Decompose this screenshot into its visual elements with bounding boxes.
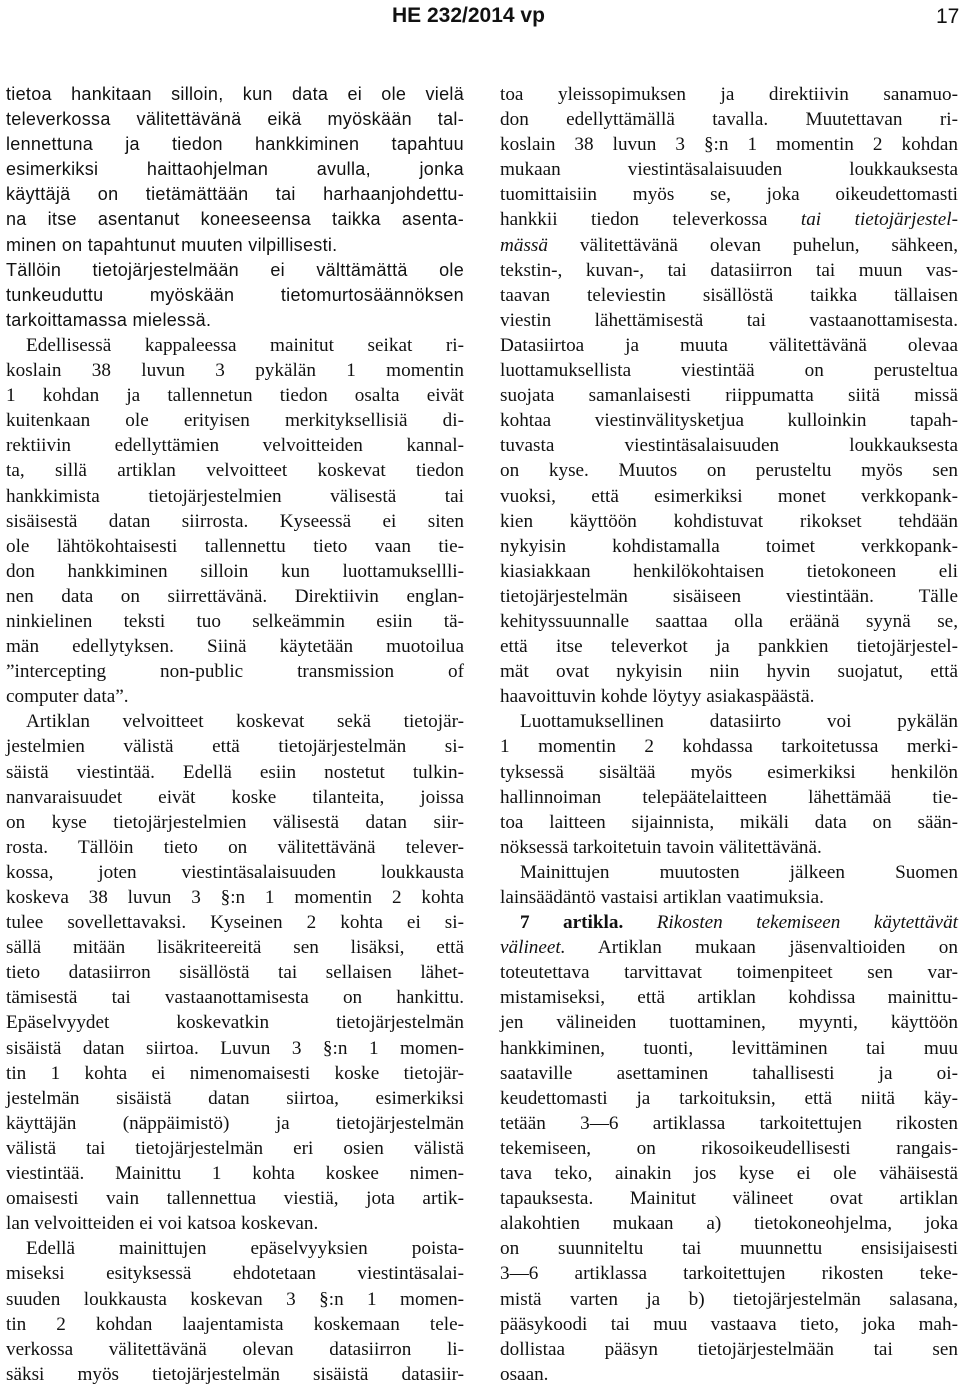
text-line: toa laitteen sijainnista, mikäli data on sään-: [500, 811, 958, 833]
text-line: tuomittaisiin myös se, joka oikeudettomasti: [500, 184, 958, 206]
text-line: jestelmien välistä että tietojärjestelmän si-: [6, 736, 464, 758]
text-line: viestin lähettämisestä tai vastaanottamisesta.: [500, 309, 958, 331]
text-line: että itse televerkot ja pankkien tietojärjestel-: [500, 636, 958, 658]
text-line: ”intercepting non-public transmission of: [6, 661, 464, 683]
document-id: HE 232/2014 vp: [392, 4, 545, 27]
text-line: osaan.: [500, 1363, 549, 1385]
text-line: tämisestä tai vastaanottamisesta on hankittu.: [6, 987, 464, 1009]
text-line: luottamuksellista viestintää on perusteltua: [500, 360, 958, 382]
page-number: 17: [936, 5, 960, 28]
text-line: nen data on siirrettävänä. Direktiivin englan-: [6, 585, 464, 607]
text-line: 1 momentin 2 kohdassa tarkoitetussa merki-: [500, 736, 958, 758]
text-line: Epäselvyydet koskevatkin tietojärjestelmän: [6, 1012, 464, 1034]
text-line: kossa, joten viestintäsalaisuuden loukkausta: [6, 861, 464, 883]
text-line: taavan televiestin sisällöstä taikka tällaisen: [500, 284, 958, 306]
text-line: kehityssuunnalle saattaa olla eräänä syynä se,: [500, 610, 958, 632]
text-line: män edellytyksen. Siinä käytetään muotoilua: [6, 636, 464, 658]
text-line: minen on tapahtunut muuten vilpillisesti.: [6, 234, 338, 255]
text-line: tin 2 kohdan laajentamista koskemaan tele-: [6, 1313, 464, 1335]
text-line: koskeva 38 luvun 3 §:n 1 momentin 2 kohta: [6, 887, 464, 908]
text-line: nykyisin kohdistamalla toimet verkkopank-: [500, 535, 958, 557]
text-line: [500, 910, 958, 935]
section-heading-title-cont: välineet.: [500, 937, 566, 959]
text-line: hankkii tiedon televerkossa tai tietojärjestel-: [500, 209, 958, 231]
text-line: jestelmän sisäistä datan siirtoa, esimerkiksi: [6, 1087, 464, 1109]
text-line: dollistaa pääsyn tietojärjestelmään tai sen: [500, 1338, 958, 1360]
text-line: don edellyttämällä tavalla. Muutettavan ri-: [500, 109, 958, 131]
text-line: tekemiseen, on rikosoikeudellisesti rangais-: [500, 1137, 958, 1159]
right-text-column: [500, 82, 958, 1387]
text-line: on kyse. Muutos on perusteltu myös sen: [500, 460, 958, 482]
text-line: tapauksesta. Mainitut välineet ovat artiklan: [500, 1188, 958, 1210]
text-line: keudettomasti ja tarkoituksin, että niitä käy-: [500, 1087, 958, 1109]
left-text-column: [6, 82, 464, 1387]
text-line: koslain 38 luvun 3 pykälän 1 momentin: [6, 360, 464, 382]
text-line: don hankkiminen silloin kun luottamuksellli-: [6, 560, 464, 582]
text-line: sisäistä datan siirtoa. Luvun 3 §:n 1 momen-: [6, 1037, 464, 1059]
text-line: mässä välitettävänä olevan puhelun, sähkeen,: [500, 234, 958, 256]
text-line: haavoittuvin kohde löytyy asiakaspäästä.: [500, 686, 815, 708]
text-line: ninkielinen teksti tuo selkeämmin esiin tä-: [6, 610, 464, 632]
text-line: miseksi esityksessä ehdotetaan viestintäsalai-: [6, 1263, 464, 1285]
text-line: tekstin-, kuvan-, tai datasiirron tai muun vas-: [500, 259, 958, 281]
text-line: hankkiminen, tuonti, levittäminen tai muu: [500, 1037, 958, 1059]
text-line: hankkimista tietojärjestelmien välisestä tai: [6, 485, 464, 507]
text-line: Artiklan velvoitteet koskevat sekä tietojär-: [26, 711, 464, 733]
text-line: tin 1 kohta ei nimenomaisesti koske tietojär-: [6, 1062, 464, 1084]
section-heading: 7 artikla.: [520, 912, 624, 934]
text-line: Edellä mainittujen epäselvyyksien poista-: [26, 1238, 464, 1260]
text-line: saataville asettaminen tahallisesti ja oi-: [500, 1062, 958, 1084]
text-line: toa yleissopimuksen ja direktiivin sanamuo-: [500, 84, 958, 105]
page-header: [0, 0, 960, 34]
text-line: nanvaraisuudet eivät koske tilanteita, joissa: [6, 786, 464, 808]
text-line: käyttäjän (näppäimistö) ja tietojärjestelmän: [6, 1112, 464, 1134]
text-line: Tällöin tietojärjestelmään ei välttämättä ole: [6, 259, 464, 280]
text-line: kien käyttöön kohdistuvat rikokset tehdään: [500, 510, 958, 532]
text-line: ole lähtökohtaisesti tallennettu tieto vaan tie-: [6, 535, 464, 557]
text-line: tietojärjestelmän sisäiseen viestintään. Tälle: [500, 585, 958, 607]
text-fragment: Artiklan mukaan jäsenvaltioiden on: [565, 937, 958, 959]
text-line: tunkeuduttu myöskään tietomurtosäännöksen: [6, 284, 464, 305]
text-line: tuvasta viestintäsalaisuuden loukkauksesta: [500, 435, 958, 457]
text-line: rosta. Tällöin tieto on välitettävänä telever-: [6, 836, 464, 858]
text-line: 3—6 artiklassa tarkoitettujen rikosten teke-: [500, 1263, 958, 1285]
text-line: lan velvoitteiden ei voi katsoa koskevan.: [6, 1213, 319, 1235]
text-line: viestintää. Mainittu 1 kohta koskee nimen-: [6, 1163, 464, 1185]
text-line: tulee sovellettavaksi. Kyseinen 2 kohta ei si-: [6, 912, 464, 934]
text-line: verkossa välitettävänä olevan datasiirron li-: [6, 1338, 464, 1360]
text-line: computer data”.: [6, 686, 129, 708]
text-line: nöksessä tarkoitetuin tavoin välitettävänä.: [500, 836, 822, 858]
text-line: Mainittujen muutosten jälkeen Suomen: [520, 861, 958, 883]
text-line: 1 kohdan ja tallennetun tiedon osalta eivät: [6, 385, 464, 407]
text-line: tava teko, ainakin jos kyse ei ole vähäisestä: [500, 1163, 958, 1185]
text-line: tetään 3—6 artiklassa tarkoitettujen rikosten: [500, 1112, 958, 1134]
text-line: hallinnoiman telepäätelaitteen lähettämää tie-: [500, 786, 958, 808]
text-line: lennettuna ja tiedon hankkiminen tapahtuu: [6, 134, 464, 155]
text-line: suuden loukkausta koskevan 3 §:n 1 momen-: [6, 1288, 464, 1310]
text-line: ta, sillä artiklan velvoitteet koskevat tiedon: [6, 460, 464, 482]
text-line: [500, 935, 958, 960]
text-line: kiasiakkaan henkilökohtaisen tietokoneen eli: [500, 560, 958, 582]
text-line: välistä tai tietojärjestelmän eri osien välistä: [6, 1137, 464, 1159]
text-line: omaisesti vain tallennettua viestiä, jota artik-: [6, 1188, 464, 1210]
text-line: kuitenkaan ole erityisen merkityksellisiä di-: [6, 410, 464, 432]
text-line: mistä varten ja b) tietojärjestelmän salasana,: [500, 1288, 958, 1310]
text-line: esimerkiksi haittaohjelman avulla, jonka: [6, 159, 464, 180]
text-line: on suunniteltu tai muunnettu ensisijaisesti: [500, 1238, 958, 1260]
text-line: koslain 38 luvun 3 §:n 1 momentin 2 kohdan: [500, 134, 958, 156]
text-line: käyttäjä on tietämättään tai harhaanjohdettu-: [6, 184, 464, 205]
text-line: Edellisessä kappaleessa mainitut seikat ri-: [26, 334, 464, 356]
text-line: säksi myös tietojärjestelmän sisäistä datasiir-: [6, 1363, 464, 1385]
text-line: Datasiirtoa ja muuta välitettävänä olevaa: [500, 334, 958, 356]
text-line: mistamiseksi, että artiklan kohdissa mainittu-: [500, 987, 958, 1009]
text-line: suojata samanlaisesti riippumatta siitä missä: [500, 385, 958, 407]
text-line: jen välineiden tuottaminen, myynti, käyttöön: [500, 1012, 958, 1034]
text-line: tarkoittamassa mielessä.: [6, 309, 212, 330]
text-line: tyksessä sisältää myös esimerkiksi henkilön: [500, 761, 958, 783]
text-line: vuoksi, että esimerkiksi monet verkkopank-: [500, 485, 958, 507]
text-line: lainsäädäntö vastaisi artiklan vaatimuksia.: [500, 887, 824, 908]
text-line: kohtaa viestinvälitysketjua kulloinkin tapah-: [500, 410, 958, 432]
text-line: na itse asentanut koneeseensa taikka asenta-: [6, 209, 464, 230]
section-heading-title: Rikosten tekemiseen käytettävät: [623, 912, 958, 934]
text-line: mukaan viestintäsalaisuuden loukkauksesta: [500, 159, 958, 181]
text-line: alakohtien mukaan a) tietokoneohjelma, joka: [500, 1213, 958, 1235]
text-line: sällä mitään lisäkriteereitä sen lisäksi, että: [6, 937, 464, 959]
text-line: televerkossa välitettävänä eikä myöskään tal-: [6, 109, 464, 130]
text-line: on kyse tietojärjestelmien välisestä datan siir-: [6, 811, 464, 833]
text-line: toteutettava tarvittavat toimenpiteet sen var-: [500, 962, 958, 984]
text-line: tietoa hankitaan silloin, kun data ei ole vielä: [6, 84, 464, 104]
text-line: sisäisestä datan siirrosta. Kyseessä ei siten: [6, 510, 464, 532]
text-line: rektiivin edellyttämien velvoitteiden kannal-: [6, 435, 464, 457]
text-line: Luottamuksellinen datasiirto voi pykälän: [520, 711, 958, 733]
text-line: pääsykoodi tai muu vastaava tieto, joka mah-: [500, 1313, 958, 1335]
text-line: mät ovat nykyisin niin hyvin suojatut, että: [500, 661, 958, 683]
text-line: tieto datasiirron sisällöstä tai sellaisen lähet-: [6, 962, 464, 984]
text-line: säistä viestintää. Edellä esiin nostetut tulkin-: [6, 761, 464, 783]
